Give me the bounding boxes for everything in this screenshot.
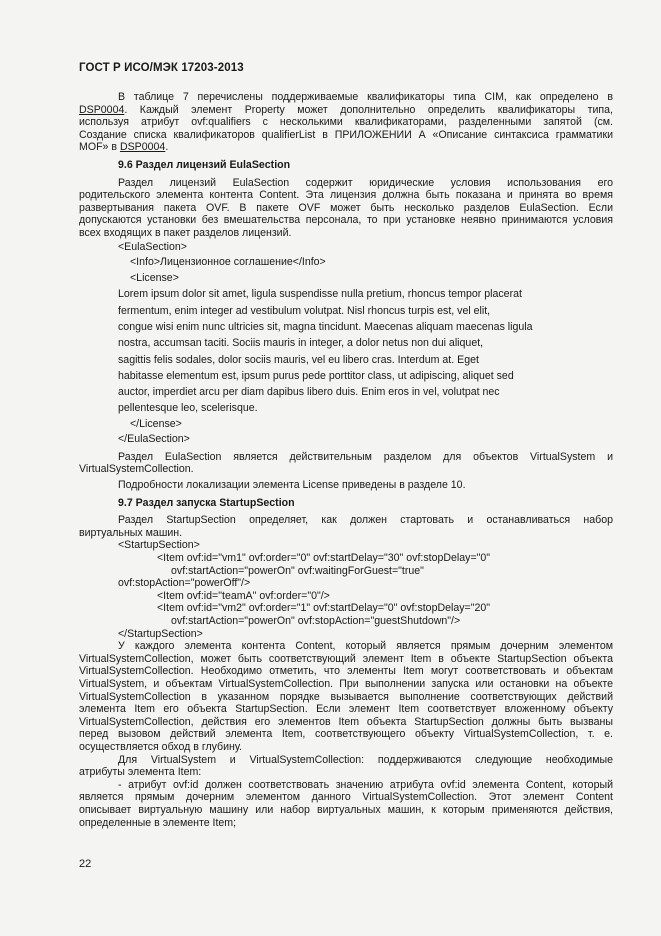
section-96-paragraph-3: Подробности локализации элемента License приведены в разделе 10. — [118, 479, 466, 492]
section-97-paragraph-2 — [79, 640, 613, 753]
text-line: VirtualSystemCollection. Необходимо отметить, что элементы Item могут соответствовать и объектам — [79, 665, 613, 678]
eula-code-block-end — [79, 417, 613, 448]
text-line — [79, 104, 613, 117]
document-header: ГОСТ Р ИСО/МЭК 17203-2013 — [79, 62, 244, 74]
text-line: атрибуты элемента Item: — [79, 766, 202, 779]
code-line: ovf:startAction="powerOn" ovf:waitingForGuest="true" — [171, 564, 424, 577]
text-span: . — [165, 141, 169, 154]
section-heading: 9.7 Раздел запуска StartupSection — [118, 496, 295, 509]
eula-code-block — [79, 240, 613, 287]
page-number: 22 — [79, 858, 92, 870]
text-line: всех входящих в пакет разделов лицензий. — [79, 226, 292, 239]
section-97-paragraph-1 — [79, 514, 613, 539]
text-line: Раздел EulaSection является действительным разделом для объектов VirtualSystem и — [118, 450, 613, 463]
code-line: <Item ovf:id="vm1" ovf:order="0" ovf:startDelay="30" ovf:stopDelay="0" — [157, 552, 491, 565]
section-96-paragraph-1 — [79, 177, 613, 240]
text-line: родительского элемента контента Content. Эта лицензия должна быть показана и принята во время — [79, 189, 613, 202]
code-line: <Item ovf:id="vm2" ovf:order="1" ovf:startDelay="0" ovf:stopDelay="20" — [157, 602, 491, 615]
license-line: congue wisi enim nunc ultricies sit, magna tincidunt. Maecenas aliquam maecenas ligula — [118, 320, 533, 333]
reference-link[interactable]: DSP0004 — [79, 103, 125, 116]
text-line: элемента Item его объекта StartupSection. Если элемент Item соответствует вложенному объекту — [79, 703, 613, 716]
text-line: Создание списка квалификаторов qualifierList в ПРИЛОЖЕНИИ А «Описание синтаксиса грамматики — [79, 128, 613, 141]
text-line — [79, 141, 613, 154]
document-body — [79, 91, 613, 829]
text-span: . Каждый элемент Property может дополнительно определить квалификаторы типа, — [124, 103, 613, 116]
intro-paragraph — [79, 91, 613, 154]
license-line: fermentum, enim integer ad vestibulum volutpat. Nisl rhoncus turpis est, vel elit, — [118, 304, 491, 317]
code-line: <Info>Лицензионное соглашение</Info> — [130, 256, 326, 269]
text-line: VirtualSystemCollection, может быть соответствующий элемент Item в объекте StartupSection объекта — [79, 652, 613, 665]
text-line: Для VirtualSystem и VirtualSystemCollection: поддерживаются следующие необходимые — [118, 753, 613, 766]
startup-code-block — [79, 539, 613, 640]
text-line: используя атрибут ovf:qualifiers с несколькими квалификаторами, разделенными запятой (см. — [79, 116, 613, 129]
code-line: <StartupSection> — [118, 539, 200, 552]
code-line: </StartupSection> — [118, 627, 203, 640]
code-line: <License> — [130, 271, 179, 284]
code-line: </License> — [130, 417, 182, 430]
text-line: VirtualSystemCollection, действия его элементов Item объекта StartupSection должны быть вызваны — [79, 715, 613, 728]
code-line: <EulaSection> — [118, 240, 187, 253]
text-line: перед вызовом действий элемента Item, соответствующего объекту VirtualSystemCollection, т. е. — [79, 728, 613, 741]
text-line: является прямым дочерним элементом данного VirtualSystemCollection. Этот элемент Content — [79, 791, 613, 804]
reference-link[interactable]: DSP0004 — [119, 141, 166, 154]
license-line: nostra, accumsan taciti. Sociis mauris in integer, a dolor netus non dui aliquet, — [118, 337, 484, 350]
text-line: развертывания пакета OVF. В пакете OVF может быть несколько разделов EulaSection. Если — [79, 201, 613, 214]
text-line: определенные в элементе Item; — [79, 816, 237, 829]
text-line: VirtualSystem, и объектам VirtualSystemCollection. При выполнении запуска или остановки на объекте — [79, 677, 613, 690]
text-line: В таблице 7 перечислены поддерживаемые квалификаторы типа CIM, как определено в — [118, 91, 613, 103]
code-line: ovf:startAction="powerOn" ovf:stopAction="guestShutdown"/> — [171, 615, 461, 627]
text-line: описывает виртуальную машину или набор виртуальных машин, к которым применяются действия, — [79, 803, 613, 816]
section-96-paragraph-2 — [79, 451, 613, 476]
code-line: ovf:stopAction="powerOff"/> — [118, 577, 251, 590]
text-line: допускаются установки без вмешательства персонала, то при установке неявно принимаются условия — [79, 214, 613, 227]
license-text — [79, 286, 613, 416]
license-line: pellentesque leo, scelerisque. — [118, 402, 258, 415]
license-line: habitasse elementum est, ipsum purus pede porttitor class, ut adipiscing, aliquet sed — [118, 369, 514, 382]
text-line: виртуальных машин. — [79, 526, 183, 539]
text-line: У каждого элемента контента Content, который является прямым дочерним элементом — [118, 640, 613, 653]
text-line: осуществляется обход в глубину. — [79, 740, 243, 753]
section-97-paragraph-4 — [79, 779, 613, 829]
text-line: VirtualSystemCollection. — [79, 463, 194, 476]
license-line: sagittis felis sodales, dolor sociis mauris, vel eu libero cras. Interdum at. Eget — [118, 353, 479, 366]
text-line: Раздел лицензий EulaSection содержит юридические условия использования его — [118, 176, 613, 189]
text-line: - атрибут ovf:id должен соответствовать значению атрибута ovf:id элемента Content, который — [118, 778, 613, 791]
license-line: Lorem ipsum dolor sit amet, ligula suspendisse nulla pretium, rhoncus tempor placerat — [118, 288, 522, 301]
code-line: <Item ovf:id="teamA" ovf:order="0"/> — [157, 589, 330, 602]
license-line: auctor, imperdiet arcu per diam dapibus libero duis. Enim eros in vel, volutpat nec — [118, 386, 500, 399]
text-span: MOF» в — [79, 141, 120, 154]
text-line: Раздел StartupSection определяет, как должен стартовать и останавливаться набор — [118, 514, 613, 527]
section-heading: 9.6 Раздел лицензий EulaSection — [118, 158, 291, 171]
text-line: VirtualSystemCollection в указанном порядке вызывается выполнение соответствующих действий — [79, 690, 613, 703]
section-97-paragraph-3 — [79, 754, 613, 779]
code-line: </EulaSection> — [118, 433, 190, 446]
